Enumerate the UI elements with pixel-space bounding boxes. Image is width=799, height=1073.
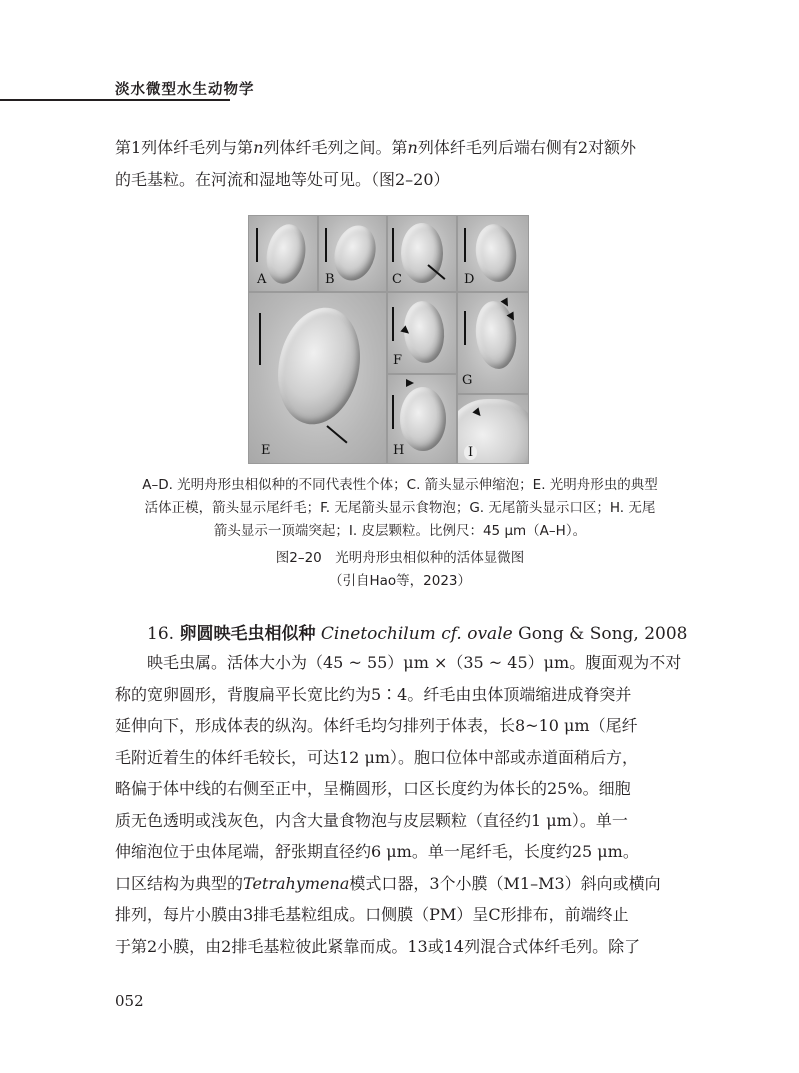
text-line: 延伸向下，形成体表的纵沟。体纤毛均匀排列于体表，长8~10 μm（尾纤	[115, 716, 638, 735]
text-line: 于第2小膜，由2排毛基粒彼此紧靠而成。13或14列混合式体纤毛列。除了	[115, 936, 641, 956]
section-authority: Gong & Song, 2008	[518, 624, 688, 644]
text-line: 称的宽卵圆形，背腹扁平长宽比约为5∶4。纤毛由虫体顶端缩进成脊突并	[115, 684, 632, 704]
micrograph-panel-d: D	[457, 215, 529, 292]
text-line: 口区结构为典型的Tetrahymena模式口器，3个小膜（M1–M3）斜向或横向	[115, 873, 661, 893]
text-line: 第1列体纤毛列与第n列体纤毛列之间。第n列体纤毛列后端右侧有2对额外	[115, 138, 637, 157]
micrograph-panel-a: A	[248, 215, 318, 292]
micrograph-panel-g: G	[457, 292, 529, 394]
running-header: 淡水微型水生动物学	[115, 82, 255, 98]
micrograph-panel-c: C	[387, 215, 457, 292]
section-heading	[147, 619, 687, 644]
text-line: 的毛基粒。在河流和湿地等处可见。（图2–20）	[115, 169, 450, 189]
header-rule	[0, 99, 230, 101]
text-line: 质无色透明或浅灰色，内含大量食物泡与皮层颗粒（直径约1 μm）。单一	[115, 810, 628, 830]
section-number: 16.	[147, 624, 175, 644]
micrograph-panel-b: B	[318, 215, 387, 292]
intro-paragraph	[115, 132, 685, 195]
figure-source: （引自Hao等，2023）	[328, 573, 472, 589]
page-number: 052	[115, 992, 144, 1010]
text-line: 毛附近着生的体纤毛较长，可达12 μm）。胞口位体中部或赤道面稍后方，	[115, 747, 639, 767]
text-line: 排列，每片小膜由3排毛基粒组成。口侧膜（PM）呈C形排布，前端终止	[115, 905, 629, 924]
figure-caption: A–D. 光明舟形虫相似种的不同代表性个体；C. 箭头显示伸缩泡；E. 光明舟形虫的典型 活体正模，箭头显示尾纤毛；F. 无尾箭头显示食物泡；G. 无尾箭头显示口区；H. 无尾 箭头显示一顶端突起；I. 皮层颗粒。比例尺：45 μm（A–H）。	[142, 477, 658, 539]
micrograph-panel-h: H	[387, 374, 457, 464]
body-paragraph	[115, 647, 685, 962]
figure-title: 图2–20 光明舟形虫相似种的活体显微图	[275, 550, 525, 566]
text-line: 伸缩泡位于虫体尾端，舒张期直径约6 μm。单一尾纤毛，长度约25 μm。	[115, 842, 639, 861]
text-line: 略偏于体中线的右侧至正中，呈椭圆形，口区长度约为体长的25%。细胞	[115, 779, 631, 798]
section-genus: Cinetochilum	[320, 624, 436, 644]
micrograph-panel-e: E	[248, 292, 387, 464]
micrograph-panel-i: I	[457, 394, 529, 464]
text-line: 映毛虫属。活体大小为（45 ~ 55）μm ×（35 ~ 45）μm。腹面观为不对	[147, 653, 682, 672]
micrograph-panel-f: F	[387, 292, 457, 374]
section-title-cn: 卵圆映毛虫相似种	[179, 624, 316, 644]
section-species: cf. ovale	[441, 624, 513, 644]
